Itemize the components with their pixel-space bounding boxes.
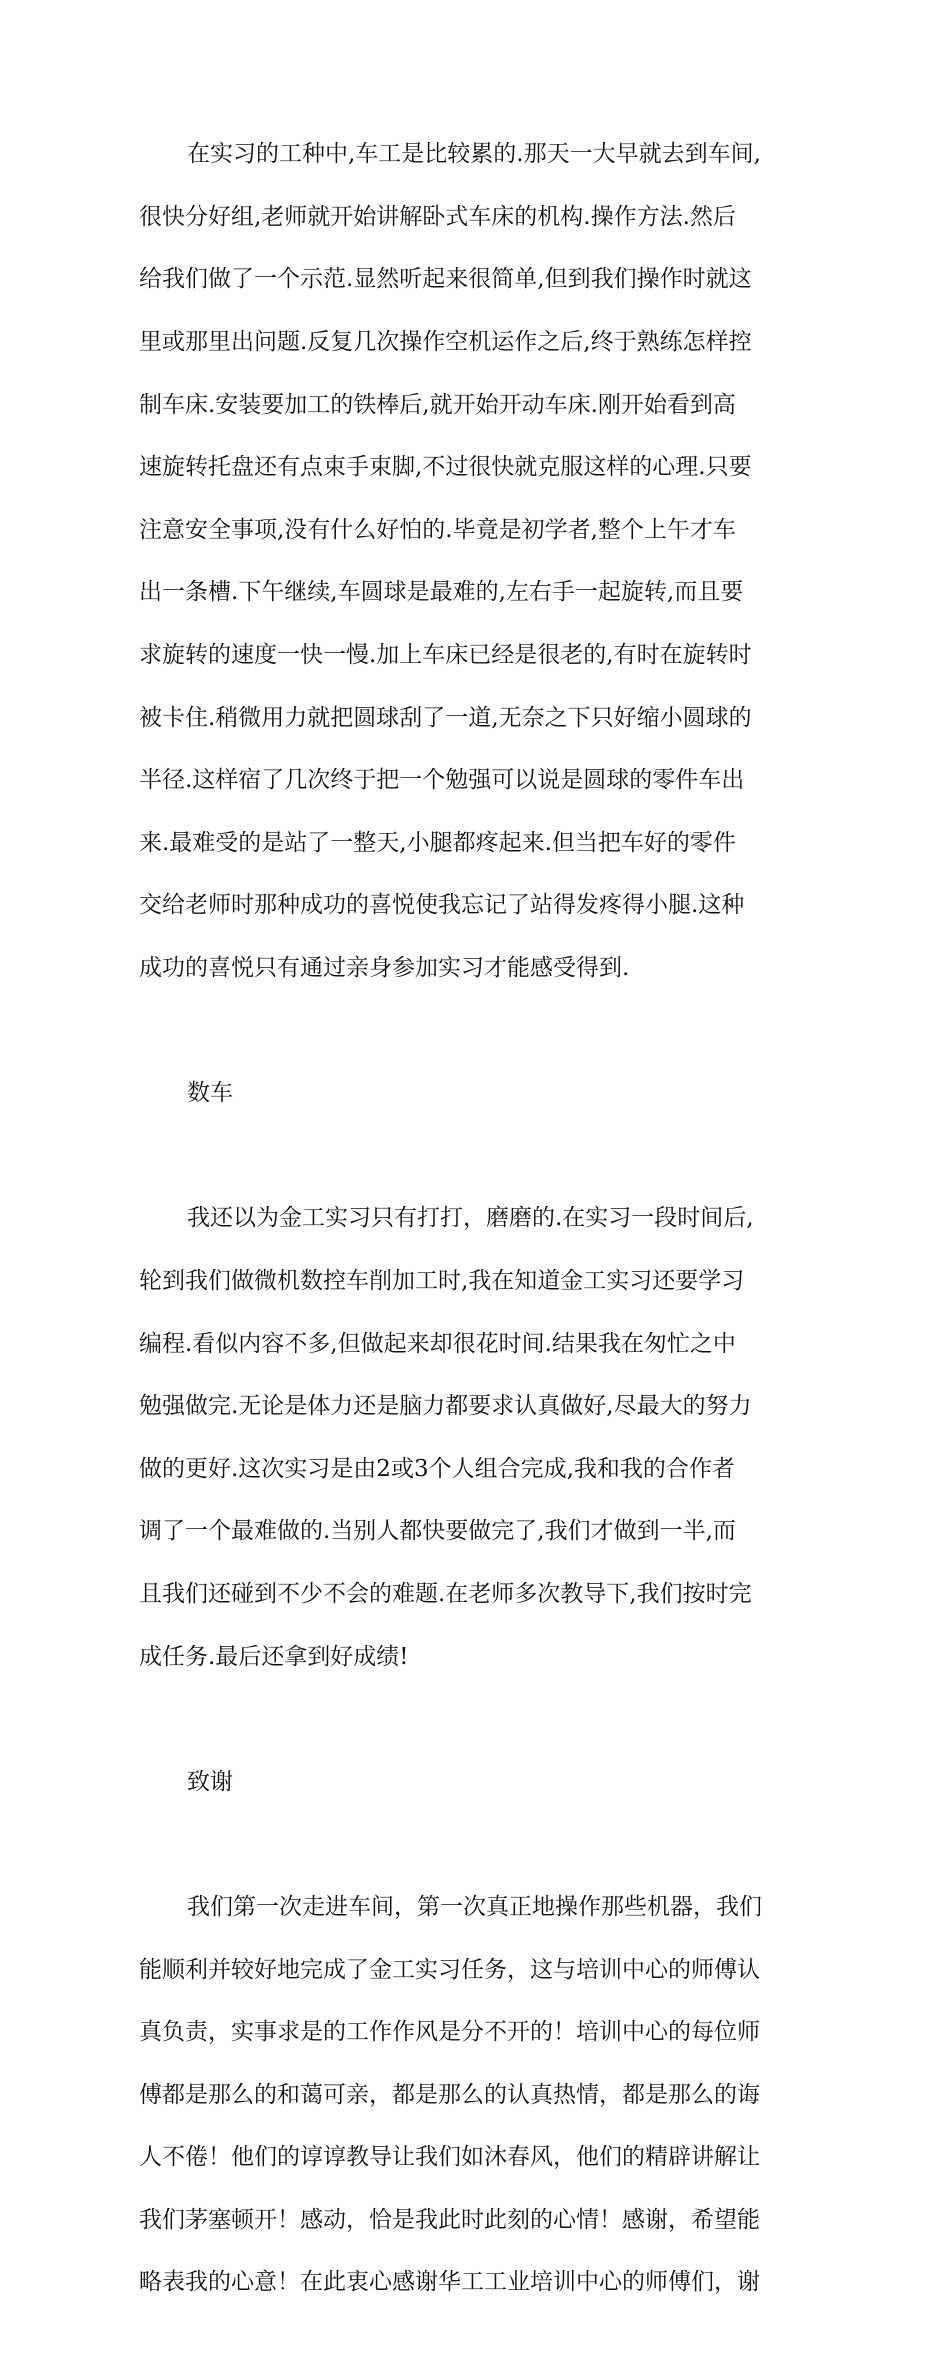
text-line: 成任务.最后还拿到好成绩! [139,1643,409,1670]
text-line: 我们茅塞顿开！感动，恰是我此时此刻的心情！感谢，希望能 [139,2206,760,2233]
paragraph-cnc [139,1172,811,1704]
text-line: 来.最难受的是站了一整天,小腿都疼起来.但当把车好的零件 [139,829,736,856]
document-page [139,108,811,2361]
text-line: 求旋转的速度一快一慢.加上车床已经是很老的,有时在旋转时 [139,642,752,669]
text-line: 里或那里出问题.反复几次操作空机运作之后,终于熟练怎样控 [139,329,752,356]
text-line: 编程.看似内容不多,但做起来却很花时间.结果我在匆忙之中 [139,1330,736,1357]
text-line: 出一条槽.下午继续,车圆球是最难的,左右手一起旋转,而且要 [139,579,744,606]
text-line: 在实习的工种中,车工是比较累的.那天一大早就去到车间, [187,141,761,168]
paragraph-turning [139,108,811,1016]
text-line: 半径.这样宿了几次终于把一个勉强可以说是圆球的零件车出 [139,767,745,794]
text-line: 人不倦！他们的谆谆教导让我们如沐春风，他们的精辟讲解让 [139,2144,760,2171]
section-heading-thanks [139,1735,811,1829]
text-line: 给我们做了一个示范.显然听起来很简单,但到我们操作时就这 [139,266,752,293]
text-line: 轮到我们做微机数控车削加工时,我在知道金工实习还要学习 [139,1267,745,1294]
text-line: 真负责，实事求是的工作作风是分不开的！培训中心的每位师 [139,2019,760,2046]
text-line: 交给老师时那种成功的喜悦使我忘记了站得发疼得小腿.这种 [139,892,745,919]
section-heading-cnc [139,1047,811,1141]
heading-text: 致谢 [187,1768,233,1795]
text-line: 很快分好组,老师就开始讲解卧式车床的机构.操作方法.然后 [139,203,736,230]
paragraph-thanks [139,1861,811,2330]
text-line: 成功的喜悦只有通过亲身参加实习才能感受得到. [139,955,630,982]
text-line: 傅都是那么的和蔼可亲，都是那么的认真热情，都是那么的诲 [139,2081,760,2108]
text-line: 注意安全事项,没有什么好怕的.毕竟是初学者,整个上午才车 [139,516,736,543]
text-line: 速旋转托盘还有点束手束脚,不过很快就克服这样的心理.只要 [139,454,752,481]
text-line: 我还以为金工实习只有打打，磨磨的.在实习一段时间后, [187,1205,754,1232]
text-line: 被卡住.稍微用力就把圆球刮了一道,无奈之下只好缩小圆球的 [139,704,752,731]
heading-text: 数车 [187,1080,233,1107]
text-line: 调了一个最难做的.当别人都快要做完了,我们才做到一半,而 [139,1518,736,1545]
text-line: 我们第一次走进车间，第一次真正地操作那些机器，我们 [187,1893,762,1920]
text-line: 能顺利并较好地完成了金工实习任务，这与培训中心的师傅认 [139,1956,760,1983]
text-line: 勉强做完.无论是体力还是脑力都要求认真做好,尽最大的努力 [139,1393,752,1420]
text-line: 且我们还碰到不少不会的难题.在老师多次教导下,我们按时完 [139,1580,752,1607]
text-line: 略表我的心意！在此衷心感谢华工工业培训中心的师傅们，谢 [139,2269,760,2296]
text-line: 做的更好.这次实习是由2或3个人组合完成,我和我的合作者 [139,1455,735,1482]
text-line: 制车床.安装要加工的铁棒后,就开始开动车床.刚开始看到高 [139,391,736,418]
